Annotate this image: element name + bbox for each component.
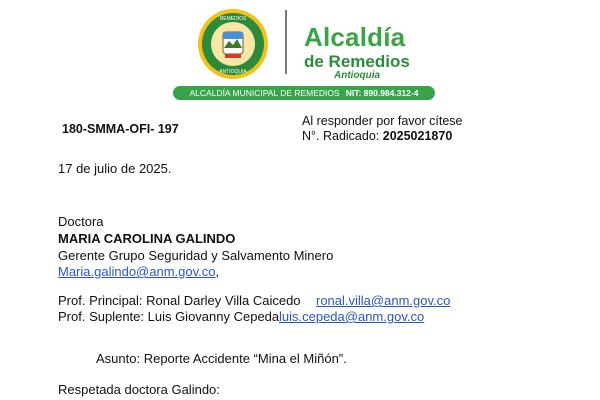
svg-text:REMEDIOS: REMEDIOS — [219, 16, 247, 22]
principal-email-link[interactable]: ronal.villa@anm.gov.co — [316, 293, 451, 308]
reference-number: 180-SMMA-OFI- 197 — [62, 122, 179, 136]
letter-date: 17 de julio de 2025. — [58, 161, 172, 176]
recipient-email-line — [58, 264, 219, 279]
bar-office-name: ALCALDÍA MUNICIPAL DE REMEDIOS — [189, 88, 340, 98]
radicado-label: N°. Radicado: — [302, 129, 380, 143]
recipient-email-link[interactable]: Maria.galindo@anm.gov.co — [58, 264, 216, 279]
municipal-seal-logo — [197, 8, 269, 80]
header-divider — [285, 10, 287, 74]
recipient-title: Doctora — [58, 214, 104, 229]
header-green-bar — [173, 86, 435, 100]
recipient-name: MARIA CAROLINA GALINDO — [58, 231, 236, 246]
radicado-value: 2025021870 — [382, 129, 453, 143]
letter-subject: Asunto: Reporte Accidente “Mina el Miñón”. — [96, 351, 347, 366]
brand-title: Alcaldía — [304, 22, 406, 52]
radicado-line — [302, 129, 452, 143]
suplente-label: Prof. Suplente: Luis Giovanny Cepeda — [58, 309, 280, 324]
brand-subtitle: de Remedios — [304, 52, 410, 71]
recipient-role: Gerente Grupo Seguridad y Salvamento Minero — [58, 248, 334, 263]
letter-greeting: Respetada doctora Galindo: — [58, 382, 220, 397]
suplente-email-link[interactable]: luis.cepeda@anm.gov.co — [279, 309, 425, 324]
cite-instruction: Al responder por favor cítese — [302, 114, 463, 128]
svg-text:ANTIOQUIA: ANTIOQUIA — [219, 69, 247, 75]
bar-nit: NIT: 890.984.312-4 — [345, 88, 419, 98]
recipient-email-suffix: , — [215, 264, 220, 279]
brand-department: Antioquia — [334, 70, 381, 81]
principal-label: Prof. Principal: Ronal Darley Villa Caicedo — [58, 293, 301, 308]
